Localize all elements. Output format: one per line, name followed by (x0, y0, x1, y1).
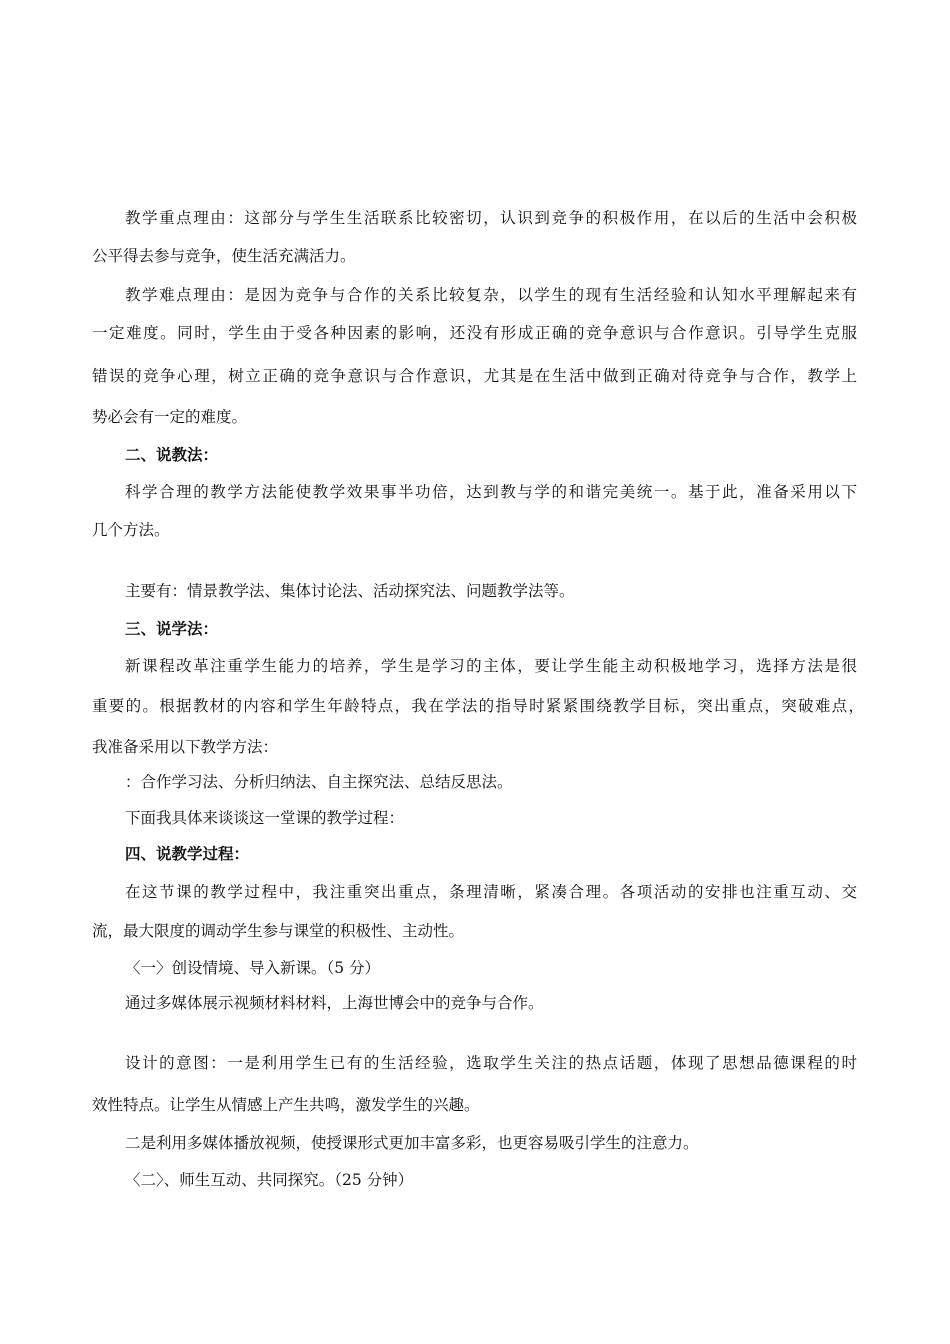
paragraph-method-line-2: 几个方法。 (92, 521, 170, 539)
paragraph-process-line-2: 流，最大限度的调动学生参与课堂的积极性、主动性。 (92, 922, 465, 940)
paragraph-multimedia: 通过多媒体展示视频材料材料，上海世博会中的竞争与合作。 (125, 994, 544, 1012)
heading-learning-method: 三、说学法： (125, 619, 219, 638)
paragraph-key-point-line-1: 教学重点理由：这部分与学生生活联系比较密切，认识到竞争的积极作用，在以后的生活中会积极 (125, 209, 857, 227)
paragraph-difficulty-line-4: 势必会有一定的难度。 (92, 408, 248, 426)
paragraph-design-intent-line-2: 效性特点。让学生从情感上产生共鸣，激发学生的兴趣。 (92, 1096, 480, 1114)
section-two-heading: 〈二〉、师生互动、共同探究。（25 分钟） (125, 1171, 414, 1189)
paragraph-learning-line-2: 重要的。根据教材的内容和学生年龄特点，我在学法的指导时紧紧围绕教学目标，突出重点，突破难点， (92, 697, 864, 715)
paragraph-key-point-line-2: 公平得去参与竞争，使生活充满活力。 (92, 247, 356, 265)
paragraph-method-line-1: 科学合理的教学方法能使教学效果事半功倍，达到教与学的和谐完美统一。基于此，准备采用以下 (125, 483, 857, 501)
paragraph-difficulty-line-3: 错误的竞争心理，树立正确的竞争意识与合作意识，尤其是在生活中做到正确对待竞争与合作，教学上 (92, 367, 857, 385)
paragraph-learning-methods-list: ：合作学习法、分析归纳法、自主探究法、总结反思法。 (125, 773, 513, 791)
paragraph-difficulty-line-2: 一定难度。同时，学生由于受各种因素的影响，还没有形成正确的竞争意识与合作意识。引导学生克服 (92, 324, 857, 342)
paragraph-difficulty-line-1: 教学难点理由：是因为竞争与合作的关系比较复杂，以学生的现有生活经验和认知水平理解起来有 (125, 286, 857, 304)
paragraph-learning-line-3: 我准备采用以下教学方法： (92, 738, 279, 756)
heading-teaching-method: 二、说教法： (125, 445, 219, 464)
heading-teaching-process: 四、说教学过程： (125, 844, 250, 863)
section-one-heading: 〈一〉创设情境、导入新课。（5 分） (125, 959, 381, 977)
paragraph-main-methods: 主要有：情景教学法、集体讨论法、活动探究法、问题教学法等。 (125, 582, 575, 600)
paragraph-learning-line-1: 新课程改革注重学生能力的培养，学生是学习的主体，要让学生能主动积极地学习，选择方法是很 (125, 657, 857, 675)
paragraph-second-intent: 二是利用多媒体播放视频，使授课形式更加丰富多彩，也更容易吸引学生的注意力。 (125, 1134, 699, 1152)
paragraph-design-intent-line-1: 设计的意图：一是利用学生已有的生活经验，选取学生关注的热点话题，体现了思想品德课程的时 (125, 1054, 857, 1072)
paragraph-process-intro: 下面我具体来谈谈这一堂课的教学过程： (125, 809, 405, 827)
paragraph-process-line-1: 在这节课的教学过程中，我注重突出重点，条理清晰，紧凑合理。各项活动的安排也注重互动、交 (125, 883, 857, 901)
